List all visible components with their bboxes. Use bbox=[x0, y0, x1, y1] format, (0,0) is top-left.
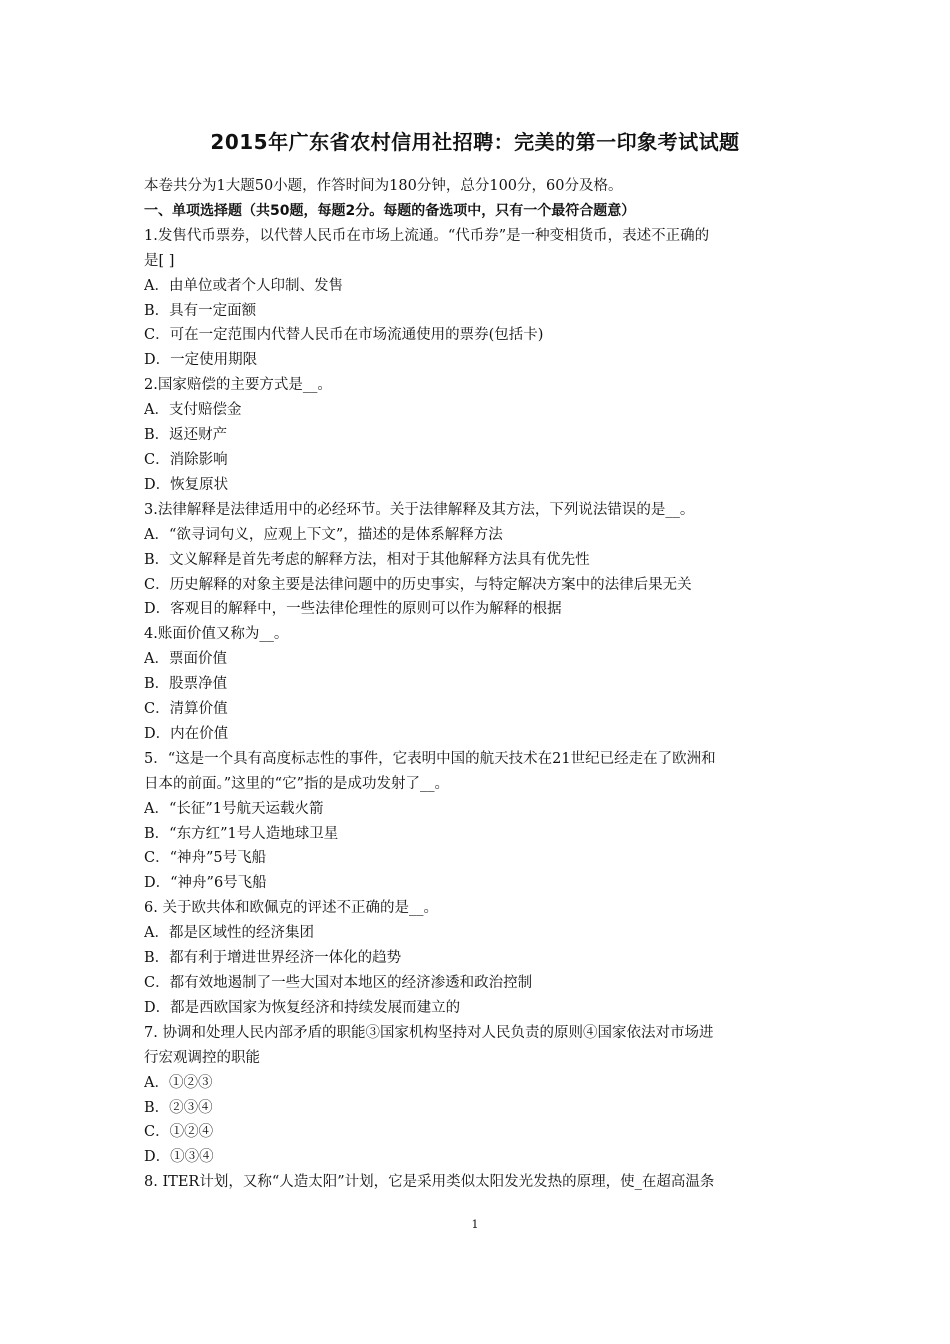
question-stem: 6. 关于欧共体和欧佩克的评述不正确的是__。 bbox=[144, 900, 438, 917]
page-number: 1 bbox=[471, 1218, 479, 1231]
question-item bbox=[144, 747, 810, 896]
answer-option: A．“欲寻词句义，应观上下文”，描述的是体系解释方法 bbox=[144, 526, 503, 543]
question-item bbox=[144, 373, 810, 498]
answer-option: A．由单位或者个人印制、发售 bbox=[144, 277, 343, 294]
question-list bbox=[144, 224, 810, 1195]
document-body bbox=[144, 174, 810, 1195]
question-stem: 行宏观调控的职能 bbox=[144, 1049, 260, 1066]
answer-option: B．“东方红”1号人造地球卫星 bbox=[144, 825, 339, 842]
question-item bbox=[144, 1170, 810, 1195]
answer-option: D．内在价值 bbox=[144, 725, 229, 742]
answer-option: D．恢复原状 bbox=[144, 476, 229, 493]
question-stem: 是[ ] bbox=[144, 252, 175, 269]
answer-option: A．都是区域性的经济集团 bbox=[144, 925, 314, 942]
section-heading: 一、单项选择题（共50题，每题2分。每题的备选项中，只有一个最符合题意） bbox=[144, 202, 636, 219]
question-item bbox=[144, 622, 810, 747]
question-stem: 日本的前面。”这里的“它”指的是成功发射了__。 bbox=[144, 775, 449, 792]
question-stem: 1.发售代币票券，以代替人民币在市场上流通。“代币券”是一种变相货币，表述不正确的 bbox=[144, 227, 710, 244]
answer-option: A．支付赔偿金 bbox=[144, 402, 242, 419]
question-item bbox=[144, 224, 810, 373]
answer-option: A．①②③ bbox=[144, 1074, 213, 1091]
answer-option: C．消除影响 bbox=[144, 451, 228, 468]
answer-option: A．票面价值 bbox=[144, 651, 227, 668]
answer-option: B．都有利于增进世界经济一体化的趋势 bbox=[144, 950, 402, 967]
answer-option: C．都有效地遏制了一些大国对本地区的经济渗透和政治控制 bbox=[144, 975, 533, 991]
answer-option: B．②③④ bbox=[144, 1099, 213, 1116]
question-stem: 8. ITER计划，又称“人造太阳”计划，它是采用类似太阳发光发热的原理，使_在超高温条 bbox=[144, 1174, 715, 1191]
question-stem: 3.法律解释是法律适用中的必经环节。关于法律解释及其方法，下列说法错误的是__。 bbox=[144, 501, 695, 518]
document-title: 2015年广东省农村信用社招聘：完美的第一印象考试试题 bbox=[210, 130, 740, 154]
question-item bbox=[144, 498, 810, 623]
question-item bbox=[144, 896, 810, 1021]
answer-option: D．客观目的解释中，一些法律伦理性的原则可以作为解释的根据 bbox=[144, 601, 562, 618]
question-stem: 5．“这是一个具有高度标志性的事件，它表明中国的航天技术在21世纪已经走在了欧洲和 bbox=[144, 750, 716, 767]
answer-option: B．具有一定面额 bbox=[144, 302, 257, 319]
question-stem: 4.账面价值又称为__。 bbox=[144, 626, 289, 643]
answer-option: D．都是西欧国家为恢复经济和持续发展而建立的 bbox=[144, 999, 461, 1016]
answer-option: D．“神舟”6号飞船 bbox=[144, 875, 267, 892]
answer-option: B．返还财产 bbox=[144, 427, 228, 444]
answer-option: D．①③④ bbox=[144, 1149, 214, 1166]
answer-option: C．清算价值 bbox=[144, 701, 228, 718]
answer-option: C．“神舟”5号飞船 bbox=[144, 850, 267, 867]
answer-option: C．可在一定范围内代替人民币在市场流通使用的票券(包括卡) bbox=[144, 327, 544, 344]
answer-option: B．文义解释是首先考虑的解释方法，相对于其他解释方法具有优先性 bbox=[144, 551, 590, 568]
exam-intro: 本卷共分为1大题50小题，作答时间为180分钟，总分100分，60分及格。 bbox=[144, 178, 623, 194]
question-stem: 7. 协调和处理人民内部矛盾的职能③国家机构坚持对人民负责的原则④国家依法对市场进 bbox=[144, 1024, 714, 1041]
answer-option: A．“长征”1号航天运载火箭 bbox=[144, 800, 324, 817]
answer-option: D．一定使用期限 bbox=[144, 352, 258, 369]
answer-option: C．①②④ bbox=[144, 1124, 214, 1141]
answer-option: C．历史解释的对象主要是法律问题中的历史事实，与特定解决方案中的法律后果无关 bbox=[144, 576, 692, 593]
answer-option: B．股票净值 bbox=[144, 676, 228, 693]
question-stem: 2.国家赔偿的主要方式是__。 bbox=[144, 377, 332, 394]
question-item bbox=[144, 1021, 810, 1170]
